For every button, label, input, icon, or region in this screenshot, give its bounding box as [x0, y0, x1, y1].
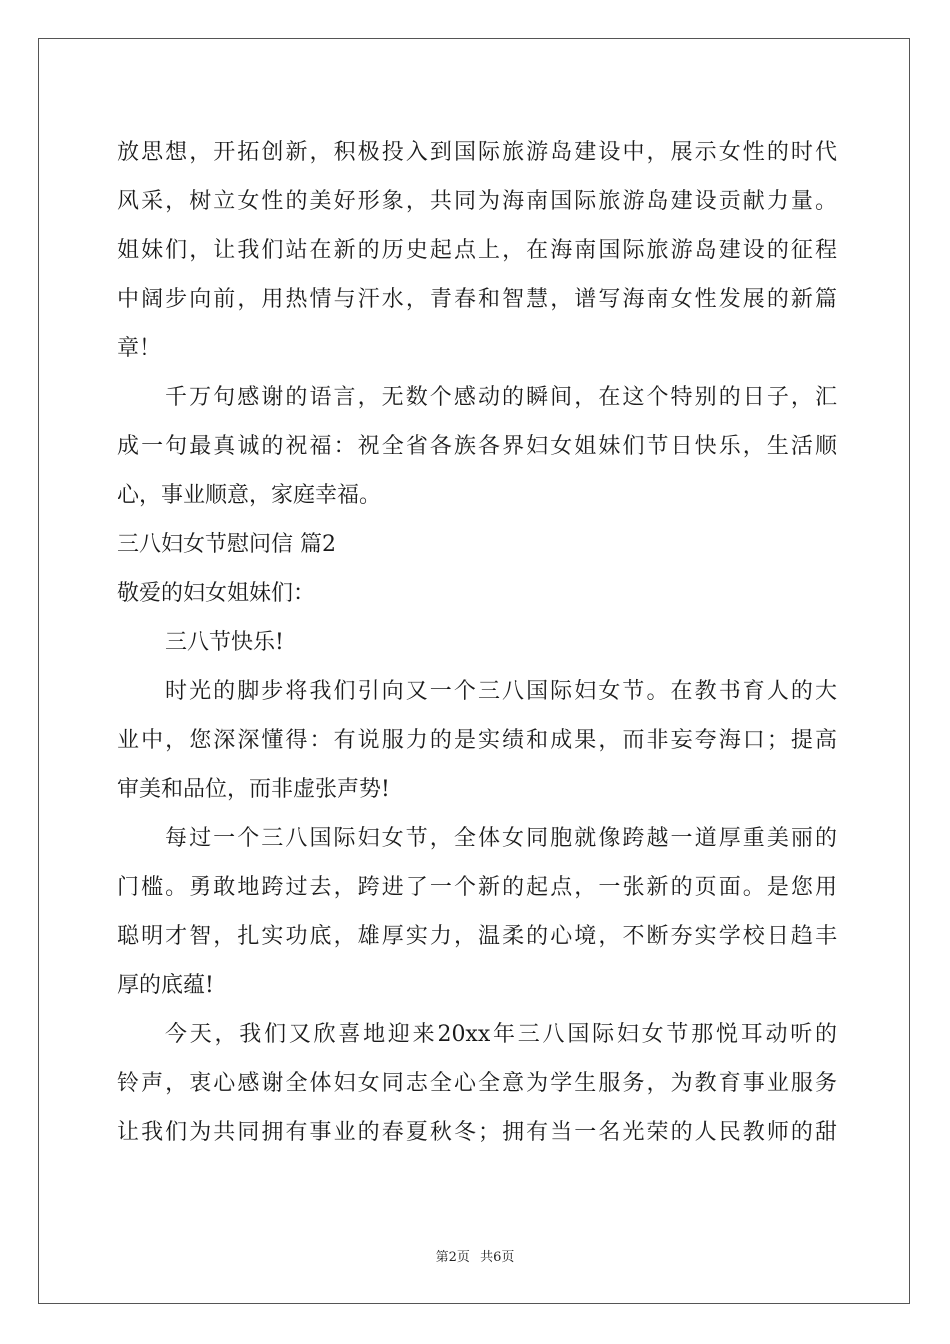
text-line: 门槛。勇敢地跨过去，跨进了一个新的起点，一张新的页面。是您用: [117, 875, 837, 900]
text-line: 三八节快乐!: [165, 630, 284, 655]
text-line: 章！: [117, 336, 162, 361]
text-line: 铃声，衷心感谢全体妇女同志全心全意为学生服务，为教育事业服务: [117, 1071, 837, 1096]
text-line: 让我们为共同拥有事业的春夏秋冬；拥有当一名光荣的人民教师的甜: [117, 1120, 837, 1145]
total-pages: 共6页: [480, 1250, 515, 1265]
text-line: 风采，树立女性的美好形象，共同为海南国际旅游岛建设贡献力量。: [117, 189, 837, 214]
page-footer: [0, 1246, 950, 1265]
page-number: 第2页: [435, 1250, 470, 1265]
text-line: 审美和品位，而非虚张声势!: [117, 777, 390, 802]
text-line: 今天，我们又欣喜地迎来20xx年三八国际妇女节那悦耳动听的: [165, 1022, 837, 1047]
text-line: 每过一个三八国际妇女节，全体女同胞就像跨越一道厚重美丽的: [165, 826, 837, 851]
text-line: 三八妇女节慰问信 篇2: [117, 532, 336, 557]
text-line: 敬爱的妇女姐妹们：: [117, 581, 316, 606]
text-line: 业中，您深深懂得：有说服力的是实绩和成果，而非妄夸海口；提高: [117, 728, 837, 753]
text-line: 姐妹们，让我们站在新的历史起点上，在海南国际旅游岛建设的征程: [117, 238, 837, 263]
text-line: 心，事业顺意，家庭幸福。: [117, 483, 382, 508]
text-line: 放思想，开拓创新，积极投入到国际旅游岛建设中，展示女性的时代: [117, 140, 837, 165]
text-line: 聪明才智，扎实功底，雄厚实力，温柔的心境，不断夯实学校日趋丰: [117, 924, 837, 949]
text-line: 成一句最真诚的祝福：祝全省各族各界妇女姐妹们节日快乐，生活顺: [117, 434, 837, 459]
text-line: 千万句感谢的语言，无数个感动的瞬间，在这个特别的日子，汇: [165, 385, 837, 410]
text-line: 时光的脚步将我们引向又一个三八国际妇女节。在教书育人的大: [165, 679, 837, 704]
text-line: 中阔步向前，用热情与汗水，青春和智慧，谱写海南女性发展的新篇: [117, 287, 837, 312]
document-body: [117, 128, 837, 1157]
text-line: 厚的底蕴!: [117, 973, 214, 998]
